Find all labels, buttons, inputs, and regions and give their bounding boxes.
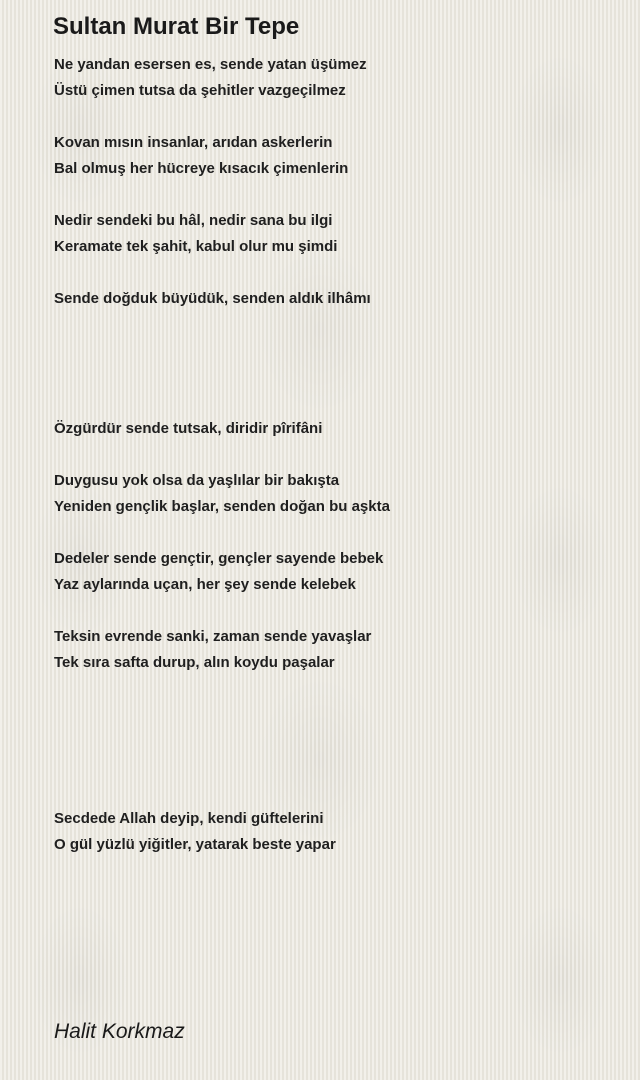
stanza: [54, 52, 614, 104]
poem-line: O gül yüzlü yiğitler, yatarak beste yapar: [54, 836, 336, 853]
poem-line: Keramate tek şahit, kabul olur mu şimdi: [54, 238, 338, 255]
poem-line: Secdede Allah deyip, kendi güftelerini: [54, 810, 324, 827]
poem-line: Ne yandan esersen es, sende yatan üşümez: [54, 56, 367, 73]
poem-line: Kovan mısın insanlar, arıdan askerlerin: [54, 134, 333, 151]
stanza: [54, 806, 614, 858]
stanza: [54, 130, 614, 182]
stanza: [54, 208, 614, 260]
poem-line: Teksin evrende sanki, zaman sende yavaşlar: [54, 628, 372, 645]
stanza: [54, 624, 614, 676]
poem-line: Sende doğduk büyüdük, senden aldık ilhâmı: [54, 290, 371, 307]
poem-line: Nedir sendeki bu hâl, nedir sana bu ilgi: [54, 212, 333, 229]
poem-title: Sultan Murat Bir Tepe: [53, 13, 300, 40]
poem-line: Bal olmuş her hücreye kısacık çimenlerin: [54, 160, 349, 177]
stanza: [54, 416, 614, 442]
poem-line: Tek sıra safta durup, alın koydu paşalar: [54, 654, 335, 671]
poem-line: Duygusu yok olsa da yaşlılar bir bakışta: [54, 472, 340, 489]
poem-line: Dedeler sende gençtir, gençler sayende bebek: [54, 550, 384, 567]
poem-line: Yeniden gençlik başlar, senden doğan bu aşkta: [54, 498, 390, 515]
poem-author: Halit Korkmaz: [54, 1020, 185, 1043]
poem-line: Üstü çimen tutsa da şehitler vazgeçilmez: [54, 82, 346, 99]
stanza: [54, 468, 614, 520]
poem-line: Özgürdür sende tutsak, diridir pîrifâni: [54, 420, 323, 437]
poem-body: [54, 52, 614, 858]
stanza: [54, 546, 614, 598]
stanza: [54, 286, 614, 312]
poem-line: Yaz aylarında uçan, her şey sende kelebek: [54, 576, 356, 593]
